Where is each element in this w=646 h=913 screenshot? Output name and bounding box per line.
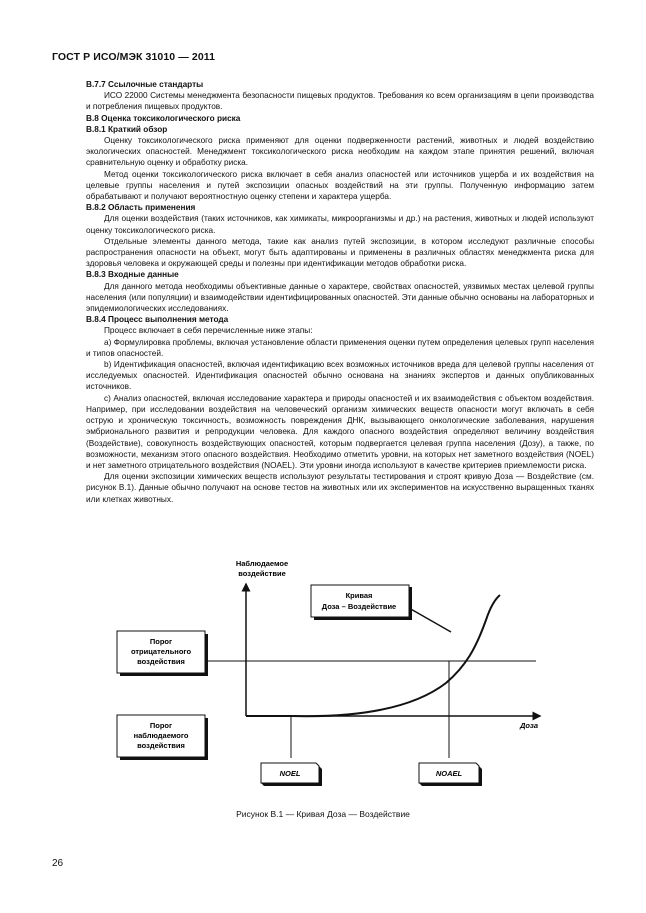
- section-heading: В.8 Оценка токсикологического риска: [86, 113, 241, 123]
- y-axis-label: Наблюдаемое: [235, 559, 289, 568]
- section-heading: В.8.1 Краткий обзор: [86, 124, 168, 134]
- paragraph: Оценку токсикологического риска применяют для оценки подверженности растений, животных и людей воздействию экологических опасностей. Менеджмент токсикологического риска необходим на каждом этапе принятия решений, включая сравнительную оценку и обработку риска.: [86, 136, 594, 168]
- curve-label: Доза – Воздействие: [321, 602, 397, 611]
- curve-label-box: [311, 585, 409, 617]
- curve-label: Кривая: [345, 591, 373, 600]
- paragraph: Отдельные элементы данного метода, такие как анализ путей экспозиции, в котором исследуют различные способы распространения опасности на объект, могут быть адаптированы и применены в различных областях менеджмента риска для здоровья человека и окружающей среды и полезны при идентификации методов обработки риска.: [86, 236, 594, 269]
- figure-caption: Рисунок В.1 — Кривая Доза — Воздействие: [236, 809, 410, 819]
- paragraph: Для данного метода необходимы объективные данные о характере, свойствах опасностей, уязвимых местах целевой группы населения (или популяции) и взаимодействии идентифицированных опасностей. Эти данные обычно основаны на лабораторных и эпидемиологических исследованиях.: [86, 281, 594, 314]
- section-heading: В.8.3 Входные данные: [86, 270, 179, 280]
- noael-label: NOAEL: [435, 769, 463, 778]
- paragraph: Для оценки экспозиции химических веществ используют результаты тестирования и строят кривую Доза — Воздействие (см. рисунок В.1). Данные обычно получают на основе тестов на животных или их экспериментов на искусственно выращенных тканях или клетках животных.: [86, 472, 594, 504]
- list-item: b) Идентификация опасностей, включая идентификацию всех возможных источников вреда для целевой группы населения от исследуемых опасностей. Идентификация опасностей обычно основана на знаниях экспертов и данных опубликованных источников.: [86, 360, 594, 392]
- section-heading: В.7.7 Ссылочные стандарты: [86, 80, 204, 89]
- noel-label: NOEL: [279, 769, 301, 778]
- paragraph: Метод оценки токсикологического риска включает в себя анализ опасностей или источников ущерба и их воздействия на целевые группы населения и путей экспозиции опасных воздействий на эти группы. Полученную информацию затем обрабатывают и получают вероятностную оценку степени и характера ущерба.: [86, 169, 594, 202]
- dose-response-figure: [86, 548, 566, 798]
- document-header: ГОСТ Р ИСО/МЭК 31010 — 2011: [52, 51, 216, 63]
- paragraph: ИСО 22000 Системы менеджмента безопасности пищевых продуктов. Требования ко всем организациям в цепи производства и потребления пищевых продуктов.: [86, 91, 594, 112]
- threshold-adverse-label: отрицательного: [130, 647, 192, 656]
- curve-label-pointer: [409, 608, 451, 632]
- list-item: а) Формулировка проблемы, включая установление области применения оценки путем определения целевых групп населения и типов опасностей.: [86, 337, 594, 358]
- threshold-adverse-label: воздействия: [137, 657, 185, 666]
- list-item: с) Анализ опасностей, включая исследование характера и природы опасностей и их взаимодействия с объектом воздействия. Например, при исследовании воздействия на человеческий организм химических веществ опасности могут включать в себя острую и хроническую токсичность, возможность повреждения ДНК, вызывающего онкологические заболевания, нарушения эмбрионального развития и репродукции человека. Для каждого опасного воздействия определяют величину воздействия (Воздействие), совокупность воздействующих опасностей, которым подвергается целевая группа населения (Дозу), а также, по возможности, механизм этого опасного воздействия. Необходимо отметить уровни, на которых нет заметного воздействия (NOEL) и нет заметного отрицательного воздействия (NOAEL). Эти уровни иногда используют в качестве критериев приемлемости риска.: [86, 393, 594, 470]
- y-axis-label: воздействие: [238, 569, 286, 578]
- threshold-observed-label: Порог: [149, 721, 173, 730]
- page-number: 26: [52, 858, 64, 869]
- x-axis-label: Доза: [520, 721, 538, 730]
- document-body: [86, 79, 594, 505]
- threshold-observed-label: воздействия: [137, 741, 185, 750]
- section-heading: В.8.4 Процесс выполнения метода: [86, 315, 229, 325]
- paragraph: Процесс включает в себя перечисленные ниже этапы:: [104, 326, 313, 336]
- threshold-adverse-label: Порог: [149, 637, 173, 646]
- threshold-observed-label: наблюдаемого: [133, 731, 189, 740]
- paragraph: Для оценки воздействия (таких источников, как химикаты, микроорганизмы и др.) на растения, животных и людей используют оценку токсикологического риска.: [86, 214, 594, 235]
- section-heading: В.8.2 Область применения: [86, 203, 196, 213]
